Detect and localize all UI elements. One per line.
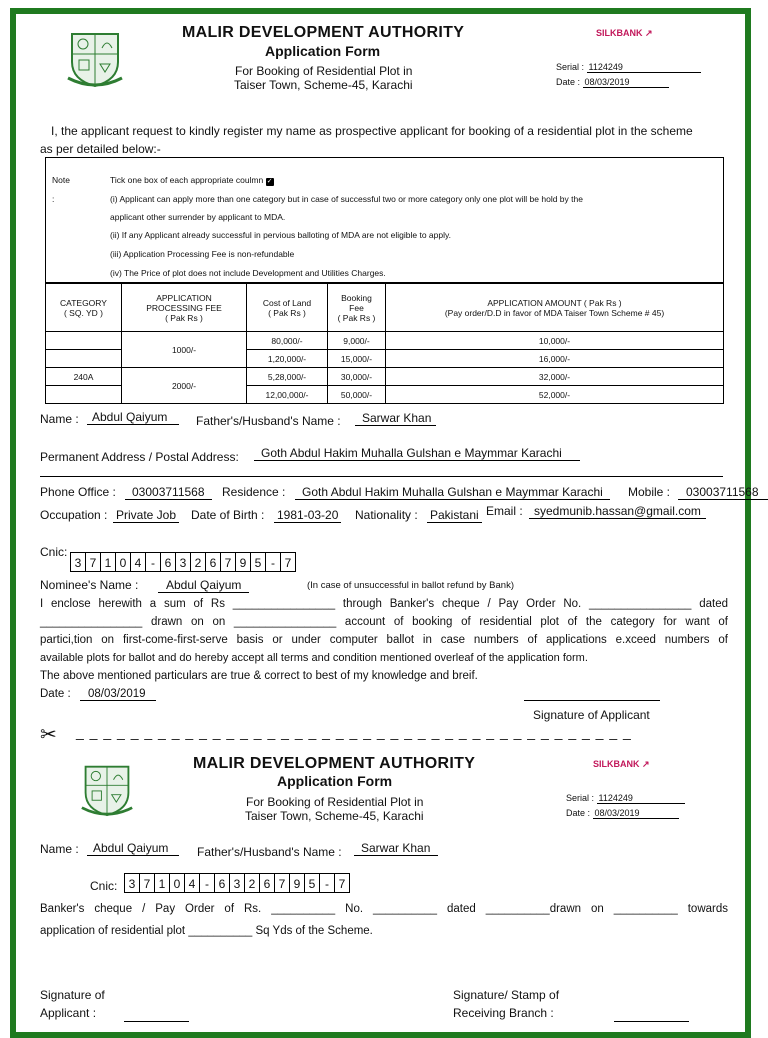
declaration-line-3: partici,tion on first-come-first-serve basis or under computer ballot in case numbers of applications e.xceed numbers of xyxy=(40,634,728,646)
cnic-digit-box[interactable]: - xyxy=(145,552,161,572)
date-value: 08/03/2019 xyxy=(583,77,669,88)
category-cell: 240A xyxy=(46,368,122,386)
scissors-icon: ✂ xyxy=(40,724,57,746)
declaration-date-label: Date : xyxy=(40,688,71,700)
nominee-input[interactable]: Abdul Qaiyum xyxy=(158,578,249,593)
cnic-digit-box[interactable]: 7 xyxy=(334,873,350,893)
slip-subtitle-2: Taiser Town, Scheme-45, Karachi xyxy=(245,809,424,823)
nationality-input[interactable]: Pakistani xyxy=(427,508,482,523)
cnic-digit-box[interactable]: 3 xyxy=(70,552,86,572)
slip-cnic-label: Cnic: xyxy=(90,879,118,893)
bank-logo: SILKBANK ↗ xyxy=(596,28,653,38)
name-label: Name : xyxy=(40,412,79,426)
cnic-digit-box[interactable]: 2 xyxy=(244,873,260,893)
note-item-2: (ii) If any Applicant already successful in pervious balloting of MDA are not eligible to apply. xyxy=(110,230,451,240)
slip-subtitle-1: For Booking of Residential Plot in xyxy=(246,795,424,809)
nominee-label: Nominee's Name : xyxy=(40,578,139,592)
cnic-boxes[interactable] xyxy=(70,552,295,572)
address-line-2[interactable] xyxy=(40,476,723,477)
header-booking: Booking Fee ( Pak Rs ) xyxy=(328,284,386,332)
slip-serial-field: Serial : 1124249 xyxy=(566,793,685,804)
cnic-digit-box[interactable]: 6 xyxy=(160,552,176,572)
form-subtitle-1: For Booking of Residential Plot in xyxy=(235,64,413,78)
phone-office-label: Phone Office : xyxy=(40,485,116,499)
residence-label: Residence : xyxy=(222,485,286,499)
slip-father-label: Father's/Husband's Name : xyxy=(197,845,342,859)
cnic-digit-box[interactable]: 3 xyxy=(175,552,191,572)
cnic-digit-box[interactable]: 1 xyxy=(154,873,170,893)
header-amount: APPLICATION AMOUNT ( Pak Rs ) (Pay order/D.D in favor of MDA Taiser Town Scheme # 45) xyxy=(386,284,724,332)
email-input[interactable]: syedmunib.hassan@gmail.com xyxy=(529,504,706,519)
header-category: CATEGORY ( SQ. YD ) xyxy=(46,284,122,332)
cnic-digit-box[interactable]: 0 xyxy=(115,552,131,572)
slip-date-value: 08/03/2019 xyxy=(593,808,679,819)
mobile-label: Mobile : xyxy=(628,485,671,499)
occupation-input[interactable]: Private Job xyxy=(113,508,179,523)
bank-swoosh-icon: ↗ xyxy=(642,28,653,38)
note-item-1b: applicant other surrender by applicant to MDA. xyxy=(110,212,286,222)
cnic-digit-box[interactable]: 3 xyxy=(229,873,245,893)
cnic-label: Cnic: xyxy=(40,545,68,559)
note-box xyxy=(45,157,724,283)
note-label: Note xyxy=(52,175,70,185)
cnic-digit-box[interactable]: 6 xyxy=(259,873,275,893)
table-row: 1,20,000/- 15,000/- 16,000/- xyxy=(46,350,724,368)
signature-label: Signature of Applicant xyxy=(533,708,650,722)
slip-sig-label-1: Signature of xyxy=(40,988,105,1002)
address-label: Permanent Address / Postal Address: xyxy=(40,450,239,464)
residence-input[interactable]: Goth Abdul Hakim Muhalla Gulshan e Maymmar Karachi xyxy=(295,485,610,500)
slip-line-2: application of residential plot __________ Sq Yds of the Scheme. xyxy=(40,925,373,937)
cnic-digit-box[interactable]: 5 xyxy=(304,873,320,893)
cnic-digit-box[interactable]: 7 xyxy=(139,873,155,893)
slip-serial-value: 1124249 xyxy=(597,793,685,804)
cnic-digit-box[interactable]: 7 xyxy=(85,552,101,572)
name-input[interactable]: Abdul Qaiyum xyxy=(87,410,179,425)
declaration-date-input[interactable]: 08/03/2019 xyxy=(80,688,156,701)
intro-line-2: as per detailed below:- xyxy=(40,142,161,156)
slip-name-input[interactable]: Abdul Qaiyum xyxy=(87,841,179,856)
slip-applicant-sign-line[interactable] xyxy=(124,1021,189,1022)
occupation-label: Occupation : xyxy=(40,508,108,522)
father-label: Father's/Husband's Name : xyxy=(196,414,341,428)
cnic-digit-box[interactable]: 5 xyxy=(250,552,266,572)
cnic-digit-box[interactable]: 4 xyxy=(184,873,200,893)
fee-table xyxy=(45,283,724,404)
cnic-digit-box[interactable]: 7 xyxy=(274,873,290,893)
slip-stamp-label-1: Signature/ Stamp of xyxy=(453,988,560,1002)
date-field: Date : 08/03/2019 xyxy=(556,77,669,88)
address-input[interactable]: Goth Abdul Hakim Muhalla Gulshan e Maymmar Karachi xyxy=(254,446,580,461)
slip-date-field: Date : 08/03/2019 xyxy=(566,808,679,819)
slip-sig-label-2: Applicant : xyxy=(40,1006,97,1020)
cnic-digit-box[interactable]: 3 xyxy=(124,873,140,893)
slip-bank-logo: SILKBANK ↗ xyxy=(593,759,650,769)
cnic-digit-box[interactable]: 7 xyxy=(220,552,236,572)
cnic-digit-box[interactable]: 9 xyxy=(289,873,305,893)
form-subtitle-2: Taiser Town, Scheme-45, Karachi xyxy=(234,78,413,92)
table-row: 1000/- 80,000/- 9,000/- 10,000/- xyxy=(46,332,724,350)
bank-swoosh-icon: ↗ xyxy=(639,759,650,769)
serial-field: Serial : 1124249 xyxy=(556,62,701,73)
table-row: 12,00,000/- 50,000/- 52,000/- xyxy=(46,386,724,404)
slip-stamp-label-2: Receiving Branch : xyxy=(453,1006,554,1020)
header-cost: Cost of Land ( Pak Rs ) xyxy=(247,284,328,332)
cnic-digit-box[interactable]: 1 xyxy=(100,552,116,572)
note-item-1: (i) Applicant can apply more than one category but in case of successful two or more category only one plot will be hold by the xyxy=(110,194,583,204)
slip-branch-sign-line[interactable] xyxy=(614,1021,689,1022)
note-colon: : xyxy=(52,194,55,204)
declaration-line-5: The above mentioned particulars are true & correct to best of my knowledge and breif. xyxy=(40,670,478,682)
cnic-digit-box[interactable]: 2 xyxy=(190,552,206,572)
cnic-digit-box[interactable]: 7 xyxy=(280,552,296,572)
nationality-label: Nationality : xyxy=(355,508,418,522)
declaration-line-4: available plots for ballot and do hereby accept all terms and condition mentioned overleaf of the application form. xyxy=(40,652,588,664)
slip-name-label: Name : xyxy=(40,842,79,856)
slip-cnic-boxes[interactable] xyxy=(124,873,349,893)
table-row: 240A 2000/- 5,28,000/- 30,000/- 32,000/- xyxy=(46,368,724,386)
mda-logo-icon-slip xyxy=(80,760,134,820)
form-title: Application Form xyxy=(265,43,381,59)
dob-label: Date of Birth : xyxy=(191,508,265,522)
authority-title: MALIR DEVELOPMENT AUTHORITY xyxy=(182,24,465,41)
note-tick: Tick one box of each appropriate coulmn ✓ xyxy=(110,175,273,185)
fee-cell: 1000/- xyxy=(122,332,247,368)
slip-authority-title: MALIR DEVELOPMENT AUTHORITY xyxy=(193,755,476,772)
signature-line[interactable] xyxy=(524,700,660,701)
note-item-3: (iii) Application Processing Fee is non-refundable xyxy=(110,249,295,259)
header-fee: APPLICATION PROCESSING FEE ( Pak Rs ) xyxy=(122,284,247,332)
cnic-digit-box[interactable]: - xyxy=(319,873,335,893)
mobile-input[interactable]: 03003711568 xyxy=(678,485,768,500)
cut-line: _ _ _ _ _ _ _ _ _ _ _ _ _ _ _ _ _ _ _ _ _ _ _ _ _ _ _ _ _ _ _ _ _ _ _ _ _ _ _ _ _ xyxy=(76,724,632,740)
cnic-digit-box[interactable]: 9 xyxy=(235,552,251,572)
declaration-line-1: I enclose herewith a sum of Rs ________________ through Banker's cheque / Pay Order No. ________________ dated xyxy=(40,598,728,610)
cnic-digit-box[interactable]: 6 xyxy=(205,552,221,572)
email-label: Email : xyxy=(486,504,523,518)
checkbox-checked-icon: ✓ xyxy=(266,178,273,185)
slip-father-input[interactable]: Sarwar Khan xyxy=(354,841,438,856)
slip-form-title: Application Form xyxy=(277,773,393,789)
nominee-note: (In case of unsuccessful in ballot refund by Bank) xyxy=(307,580,515,591)
serial-value: 1124249 xyxy=(587,62,701,73)
phone-office-input[interactable]: 03003711568 xyxy=(125,485,212,500)
slip-line-1: Banker's cheque / Pay Order of Rs. __________ No. __________ dated __________drawn on __________ towards xyxy=(40,903,728,915)
intro-line-1: I, the applicant request to kindly register my name as prospective applicant for booking of a residential plot in the scheme xyxy=(51,124,693,138)
cnic-digit-box[interactable]: 6 xyxy=(214,873,230,893)
mda-logo-icon xyxy=(66,28,124,90)
cnic-digit-box[interactable]: - xyxy=(199,873,215,893)
note-item-4: (iv) The Price of plot does not include Development and Utilities Charges. xyxy=(110,268,386,278)
father-input[interactable]: Sarwar Khan xyxy=(355,411,436,426)
cnic-digit-box[interactable]: 0 xyxy=(169,873,185,893)
dob-input[interactable]: 1981-03-20 xyxy=(274,508,341,523)
cnic-digit-box[interactable]: 4 xyxy=(130,552,146,572)
fee-cell: 2000/- xyxy=(122,368,247,404)
declaration-line-2: ________________ drawn on on ________________ account of booking of residential plot of the category for want of xyxy=(40,616,728,628)
cnic-digit-box[interactable]: - xyxy=(265,552,281,572)
table-header-row xyxy=(46,284,724,332)
